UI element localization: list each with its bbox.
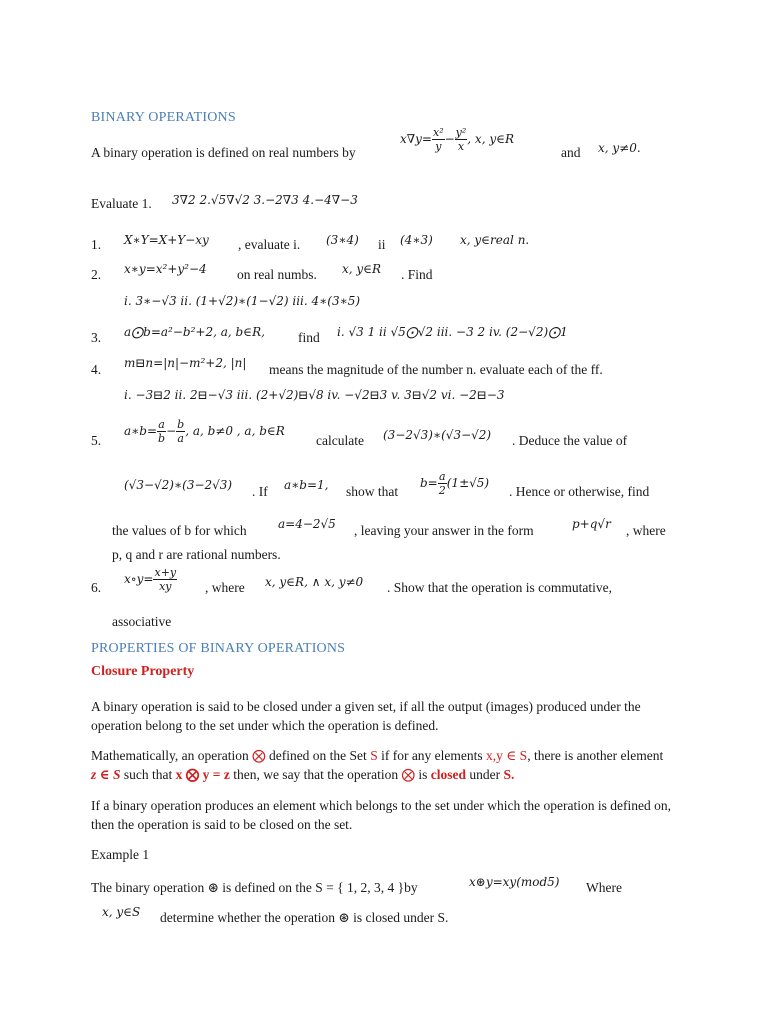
q5-leaving: , leaving your answer in the form	[354, 523, 534, 538]
q1-text: , evaluate i.	[238, 237, 301, 252]
q6-show: . Show that the operation is commutative,	[387, 580, 612, 595]
q2-domain: x, y∈R	[342, 262, 382, 276]
q1-domain: x, y∈real n.	[460, 233, 530, 247]
evaluate-label: Evaluate 1.	[91, 196, 152, 211]
q6-definition	[124, 566, 177, 593]
q5-definition: a∗b= $\frac{a}{b}$ − $\frac{b}{a}$ , a, b≠0 , a, b∈R	[124, 418, 285, 445]
q6-number: 6.	[91, 580, 102, 595]
q4-number: 4.	[91, 362, 102, 377]
q2-number: 2.	[91, 267, 102, 282]
q1-ii: ii	[378, 237, 386, 252]
fraction	[176, 418, 185, 445]
evaluate-expr: 3∇2 2.√5∇√2 3.−2∇3 4.−4∇−3	[172, 193, 358, 207]
q5-deduce: . Deduce the value of	[512, 433, 628, 448]
formula-tail: , x, y∈R	[467, 132, 515, 146]
b-lhs: b=	[420, 476, 438, 490]
heading-properties: PROPERTIES OF BINARY OPERATIONS	[91, 641, 346, 656]
q5-hence: . Hence or otherwise, find	[509, 484, 650, 499]
q1-definition: X∗Y=X+Y−xy	[124, 233, 209, 247]
q4-parts: i. −3⊟2 ii. 2⊟−√3 iii. (2+√2)⊟√8 iv. −√2⊟3 v. 3⊟√2 vi. −2⊟−3	[124, 388, 505, 402]
example-formula: x⊛y=xy(mod5)	[469, 875, 560, 889]
closure-paragraph-1: A binary operation is said to be closed under a given set, if all the output (images) produced under the operation belong to the set under which the operation is defined.	[91, 699, 641, 733]
text-run: defined on the Set	[265, 748, 371, 763]
text-run: under	[466, 767, 504, 782]
fraction	[438, 470, 447, 497]
q2-text: on real numbs.	[237, 267, 317, 282]
frac-num: x²	[432, 126, 444, 139]
frac-den: 2	[438, 484, 446, 497]
equation-expr: x ⨂ y = z	[175, 767, 230, 782]
intro-formula: x∇y= $\frac{\text{x²}}{y}$ − $\frac{\text{y²}}{x}$ , x, y∈R	[400, 126, 515, 153]
text-run: is	[415, 767, 431, 782]
q3-find: find	[298, 330, 320, 345]
example-domain: x, y∈S	[102, 905, 141, 919]
text-run: then, we say that the operation	[229, 767, 402, 782]
intro-condition: x, y≠0.	[598, 141, 641, 155]
elements-expr: x,y ∈ S	[486, 748, 528, 763]
q5-condition: a∗b=1,	[284, 478, 329, 492]
closure-property-title: Closure Property	[91, 664, 195, 679]
q5-where: , where	[626, 523, 666, 538]
closure-paragraph-3: If a binary operation produces an element which belongs to the set under which the operation is defined on, then the operation is said to be closed on the set.	[91, 798, 671, 832]
q5-if: . If	[252, 484, 268, 499]
set-symbol: S.	[503, 767, 515, 782]
frac-num: x+y	[154, 566, 177, 579]
circled-times-symbol: ⨂	[252, 748, 266, 763]
q1-part-a: (3∗4)	[326, 233, 359, 247]
text-run: if for any elements	[377, 748, 487, 763]
q5-expression: (3−2√3)∗(√3−√2)	[383, 428, 492, 442]
example-where: Where	[586, 880, 622, 895]
frac-den: y	[435, 140, 442, 153]
fraction	[153, 566, 177, 593]
example-determine: determine whether the operation ⊛ is closed under S.	[160, 910, 449, 925]
q1-part-b: (4∗3)	[400, 233, 433, 247]
q5-values: the values of b for which	[112, 523, 247, 538]
q6-where: , where	[205, 580, 245, 595]
fraction	[432, 126, 445, 153]
frac-den: x	[457, 140, 465, 153]
closure-paragraph-2	[91, 746, 671, 784]
q4-definition: m⊟n=|n|−m²+2, |n|	[124, 356, 247, 370]
frac-den: b	[158, 432, 166, 445]
q4-text: means the magnitude of the number n. evaluate each of the ff.	[269, 362, 603, 377]
set-symbol: S	[370, 748, 378, 763]
fraction	[455, 126, 468, 153]
frac-num: b	[177, 418, 185, 431]
formula-lhs: x∇y=	[400, 132, 432, 146]
q6-associative: associative	[112, 614, 172, 629]
def-lhs: a∗b=	[124, 424, 158, 438]
q3-number: 3.	[91, 330, 102, 345]
q5-b-formula	[420, 470, 489, 497]
frac-num: a	[438, 470, 446, 483]
q5-show-that: show that	[346, 484, 399, 499]
b-tail: (1±√5)	[446, 476, 490, 490]
def-tail: , a, b≠0 , a, b∈R	[185, 424, 285, 438]
and-word: and	[561, 145, 581, 160]
q5-number: 5.	[91, 433, 102, 448]
circled-times-symbol: ⨂	[401, 767, 416, 782]
q2-definition: x∗y=x²+y²−4	[124, 262, 207, 276]
text-run: , there is another element	[527, 748, 664, 763]
def-lhs: x∘y=	[124, 572, 154, 586]
intro-text: A binary operation is defined on real numbers by	[91, 145, 356, 160]
q5-pqr: p, q and r are rational numbers.	[112, 547, 281, 562]
example-text: The binary operation ⊛ is defined on the S = { 1, 2, 3, 4 }by	[91, 880, 418, 895]
q5-calculate: calculate	[316, 433, 364, 448]
q1-number: 1.	[91, 237, 102, 252]
example-label: Example 1	[91, 847, 150, 862]
frac-num: y²	[455, 126, 467, 139]
heading-binary-operations: BINARY OPERATIONS	[91, 110, 236, 125]
q5-expression-2: (√3−√2)∗(3−2√3)	[124, 478, 233, 492]
closed-word: closed	[430, 767, 467, 782]
q6-domain: x, y∈R, ∧ x, y≠0	[265, 575, 364, 589]
frac-den: xy	[159, 580, 172, 593]
fraction	[157, 418, 166, 445]
q3-definition: a⨀b=a²−b²+2, a, b∈R,	[124, 325, 265, 339]
frac-num: a	[158, 418, 165, 431]
q2-find: . Find	[401, 267, 433, 282]
q5-a-value: a=4−2√5	[278, 517, 336, 531]
q2-parts: i. 3∗−√3 ii. (1+√2)∗(1−√2) iii. 4∗(3∗5)	[124, 294, 361, 308]
element-z-expr: z ∈ S	[91, 767, 121, 782]
frac-den: a	[177, 432, 184, 445]
q5-form: p+q√r	[572, 517, 611, 531]
q3-parts: i. √3 1 ii √5⨀√2 iii. −3 2 iv. (2−√2)⨀1	[337, 325, 568, 339]
text-run: such that	[120, 767, 176, 782]
text-run: Mathematically, an operation	[91, 748, 253, 763]
